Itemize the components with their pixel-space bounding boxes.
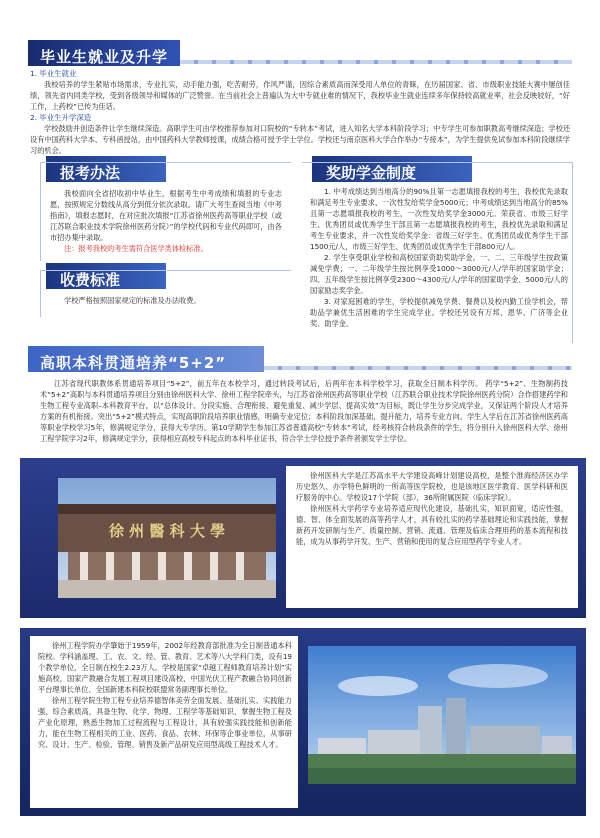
xzmu-paragraph-1: 徐州医科大学是江苏高水平大学建设高峰计划建设高校，是整个淮海经济区办学历史悠久、办学特色鲜明的一所高等医学院校，也是该地区医学教育、医学科研和医疗服务的中心。学校设17个学院（部），36所附属医院（临床学院）。 <box>296 471 568 502</box>
admission-note: 注：报考我校的考生需符合医学类体检标准。 <box>64 244 208 253</box>
fees-paragraph: 学校严格按照国家规定的标准及办法收费。 <box>64 296 201 305</box>
employment-heading: 毕业生就业及升学 <box>40 48 169 66</box>
employment-heading-bar <box>28 40 180 66</box>
scholarship-body <box>310 186 568 329</box>
xzit-campus-illustration <box>308 646 576 784</box>
scholarship-paragraph-3: 3. 对家庭困难的学生，学校提供减免学费、餐费以及校内勤工俭学机会，帮助品学兼优生活困难的学生完成学业。学校还另设有万邦、恩华、广济等企业奖、助学金。 <box>310 297 568 328</box>
fees-body <box>50 295 282 306</box>
xzmu-building-illustration <box>58 478 276 598</box>
xzit-paragraph-1: 徐州工程学院办学肇始于1959年，2002年经教育部批准为全日制普通本科院校。学科涵盖理、工、农、文、经、管、教育、艺术等八大学科门类，设有19个教学单位，全日制在校生2.23万人。学校是国家“卓越工程师教育培养计划”实施高校，国家产教融合发展工程项目建设高校，中国光伏工程产教融合协同创新平台理事长单位、全国新建本科院校联盟常务副理事长单位。 <box>38 641 292 694</box>
xzmu-photo-signage: 徐 州 醫 科 大 學 <box>108 522 226 540</box>
employment-paragraph-1: 我校培养的学生紧贴市场需求，专业扎实，动手能力强，吃苦耐劳，作风严谨，因综合素质高而深受用人单位的青睐，在历届国家、省、市级职业技能大赛中屡创佳绩，领先省内同类学校，受到各级领导和媒体的广泛赞誉。在当前社会上普遍认为大中专就业难的情况下，我校毕业生就业连续多年保持较高就业率，社会反映较好，“好工作，上药校”已传为佳话。 <box>30 80 570 111</box>
xzit-campus-photo <box>308 646 576 784</box>
employment-body <box>30 68 570 156</box>
employment-sub-heading-1: 1. 毕业生就业 <box>30 69 77 78</box>
xzmu-paragraph-2: 徐州医科大学药学专业培养适应现代化建设，基础扎实，知识面宽，适应性强，德、智、体全面发展的高等药学人才，具有较扎实的药学基础理论和实践技能，掌握新药开发研制与生产、质量控制、营销、流通、管理及临床合理用药的基本流程和技能，成为从事药学开发、生产、营销和使用的复合应用型药学专业人才。 <box>296 504 568 546</box>
scholarship-heading: 奖助学金制度 <box>326 164 417 182</box>
employment-paragraph-2: 学校鼓励并创造条件让学生继续深造。高职学生可由学校推荐参加对口院校的“专转本”考试，进入知名大学本科阶段学习；中专学生可参加职教高考继续深造；学校还设有中国药科大学本、专科函授站，由中国药科大学教师授课，成绩合格可授予学士学位。学校还与南京医科大学合作举办“专接本”，为学生提供免试参加本科阶段继续学习的机会。 <box>30 124 570 155</box>
xzit-paragraph-2: 徐州工程学院生物工程专业培养德智体美劳全面发展、基础扎实、实践能力强、综合素质高，具备生物、化学、物理、工程学等基础知识，掌握生物工程及产业化原理，熟悉生物加工过程流程与工程设计，具有较强实践技能和创新能力，能在生物工程相关的工业、医药、食品、农林、环保等企事业单位，从事研究、设计、生产、检验、管理、销售及新产品研发应用型高级工程技术人才。 <box>38 696 292 749</box>
employment-sub-heading-2: 2. 毕业生升学深造 <box>30 113 92 122</box>
program-heading: 高职本科贯通培养“5+2” <box>40 354 227 372</box>
xzit-body <box>38 640 292 750</box>
xzmu-body <box>296 470 568 547</box>
xzmu-campus-photo <box>58 478 276 598</box>
fees-heading: 收费标准 <box>60 271 121 289</box>
employment-heading-stripe <box>180 60 572 64</box>
program-body <box>40 378 568 444</box>
scholarship-paragraph-2: 2. 学生享受职业学校和高校国家资助奖助学金。一、二、三年级学生按政策减免学费；一、二年级学生按比例享受1000～3000元/人/学年的国家助学金；四、五年级学生按比例享受2300～4300元/人/学年的国家助学金、5000元/人的国家励志奖学金。 <box>310 253 568 295</box>
admission-heading: 报考办法 <box>60 164 121 182</box>
scholarship-paragraph-1: 1. 中考成绩达到当地高分的90%且第一志愿填报我校的考生，我校优先录取和满足考生专业要求，一次性发给奖学金5000元；中考成绩达到当地高分的85%且第一志愿填报我校的考生，一次性发给奖学金3000元。荣获省、市级三好学生、优秀团员或优秀学生干部且第一志愿填报我校的考生，我校优先录取和满足考生专业要求，并一次性发给奖学金：省级三好学生、优秀团员或优秀学生干部1500元/人，市级三好学生、优秀团员或优秀学生干部800元/人。 <box>310 187 568 251</box>
program-paragraph: 江苏省现代职教体系贯通培养项目“5+2”，前五年在本校学习，通过转段考试后，后两年在本科学校学习，获取全日制本科学历。 药学“5+2”、生物制药技术“5+2”高职与本科贯通培养项目分别由徐州医科大学、徐州工程学院牵头，与江苏省徐州医药高等职业学校（江苏联合职业技术学院徐州医药分院）合作搭建药学和生物工程专业高职–本科教育平台，以“总体设计、分段实施、合理衔接、避免重复、减少学层、提高实效”为目标，既让学生分步完成学业，又保证两个阶段人才培养方案的有机衔接。突出“5+2”模式特点，实现高职阶段培养职业情感，明确专业定位；本科阶段加深基础，提升能力，培养专业方向。学生入学后在江苏省徐州医药高等职业学校学习5年，修满规定学分，获得大专学历。第10学期学生参加江苏省普通高校“专转本”考试，经考核符合转段条件的学生，将分别升入徐州医科大学、徐州工程学院学习2年，修满规定学分，获得相应高校专科起点的本科毕业证书，符合学士学位授予条件者颁发学士学位。 <box>40 379 568 443</box>
program-heading-bar <box>28 346 264 372</box>
admission-body <box>50 188 282 254</box>
program-heading-stripe <box>264 366 572 370</box>
fees-frame <box>40 270 291 317</box>
admission-paragraph: 我校面向全省招收初中毕业生，根据考生中考成绩和填报的专业志愿，按照规定分数线从高分到低分依次录取。请广大考生查阅当地《中考指南》，填报志愿时，在对应批次填报“江苏省徐州医药高等职业学校（或江苏联合职业技术学院徐州医药分院）”的学校代码和专业代码即可，由各市招办集中录取。 <box>50 189 282 242</box>
